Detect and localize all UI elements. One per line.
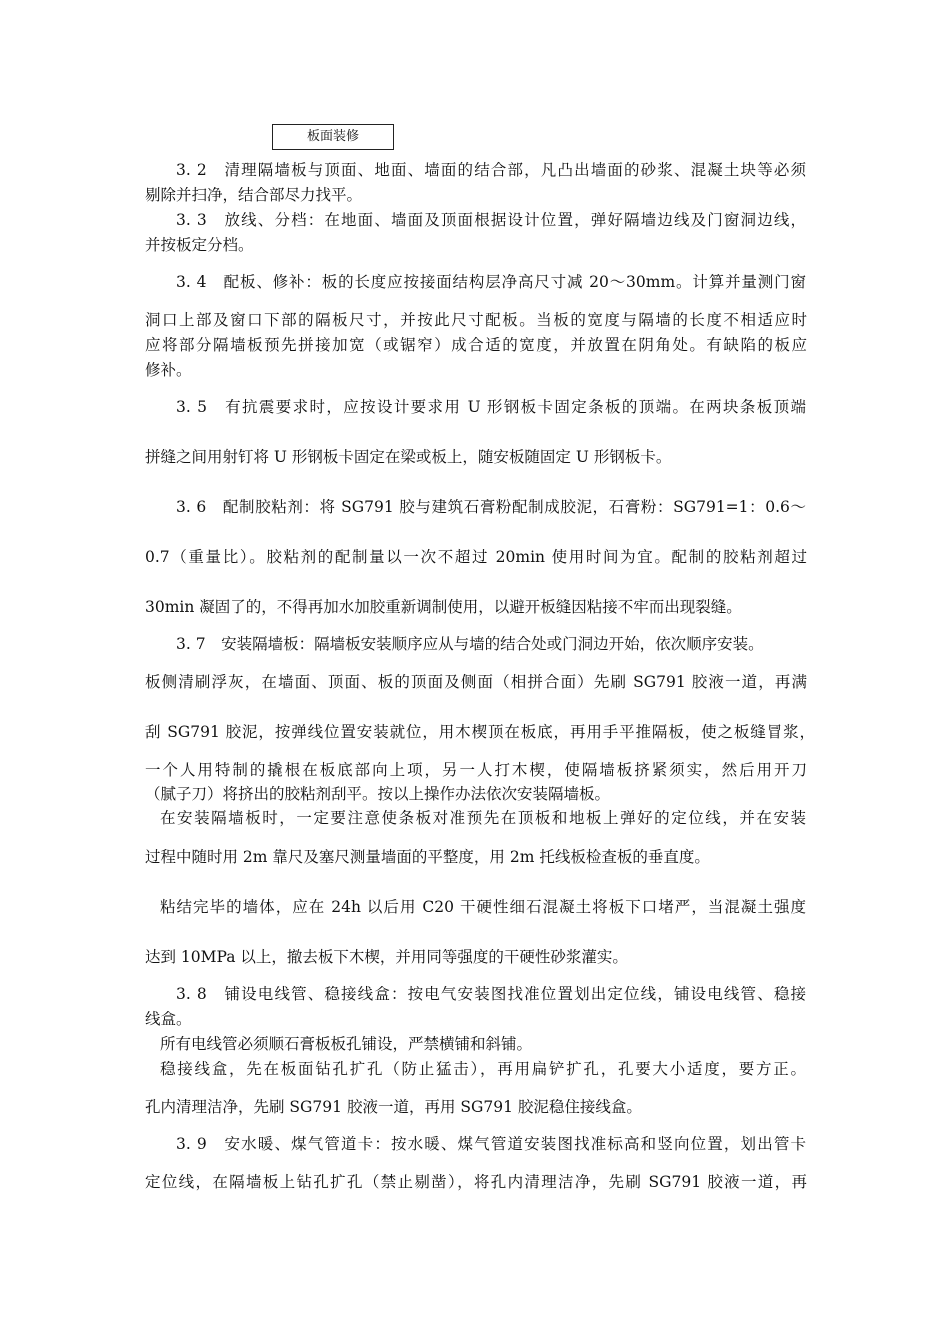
text-line: 3. 7 安装隔墙板：隔墙板安装顺序应从与墙的结合处或门洞边开始，依次顺序安装。 bbox=[176, 635, 764, 653]
text-line: 并按板定分档。 bbox=[145, 236, 254, 254]
text-line: 线盒。 bbox=[145, 1010, 192, 1028]
text-line: 3. 6 配制胶粘剂：将 SG791 胶与建筑石膏粉配制成胶泥，石膏粉：SG791=1：0.6～ bbox=[176, 498, 806, 516]
text-line: 粘结完毕的墙体，应在 24h 以后用 C20 干硬性细石混凝土将板下口堵严，当混凝土强度 bbox=[160, 898, 806, 916]
text-line: 达到 10MPa 以上，撤去板下木楔，并用同等强度的干硬性砂浆灌实。 bbox=[145, 948, 628, 966]
text-line: 定位线，在隔墙板上钻孔扩孔（禁止剔凿），将孔内清理洁净，先刷 SG791 胶液一道，再 bbox=[145, 1173, 807, 1191]
text-line: 过程中随时用 2m 靠尺及塞尺测量墙面的平整度，用 2m 托线板检查板的垂直度。 bbox=[145, 848, 710, 866]
text-line: 3. 5 有抗震要求时，应按设计要求用 U 形钢板卡固定条板的顶端。在两块条板顶端 bbox=[176, 398, 806, 416]
text-line: 洞口上部及窗口下部的隔板尺寸，并按此尺寸配板。当板的宽度与隔墙的长度不相适应时 bbox=[145, 311, 807, 329]
text-line: 在安装隔墙板时，一定要注意使条板对准预先在顶板和地板上弹好的定位线，并在安装 bbox=[160, 809, 806, 827]
flow-box: 板面装修 bbox=[272, 124, 394, 150]
text-line: 3. 9 安水暖、煤气管道卡：按水暖、煤气管道安装图找准标高和竖向位置，划出管卡 bbox=[176, 1135, 806, 1153]
text-line: 稳接线盒，先在板面钻孔扩孔（防止猛击），再用扁铲扩孔，孔要大小适度，要方正。 bbox=[160, 1060, 806, 1078]
text-line: 30min 凝固了的，不得再加水加胶重新调制使用，以避开板缝因粘接不牢而出现裂缝。 bbox=[145, 598, 742, 616]
text-line: 拼缝之间用射钉将 U 形钢板卡固定在梁或板上，随安板随固定 U 形钢板卡。 bbox=[145, 448, 672, 466]
text-line: 孔内清理洁净，先刷 SG791 胶液一道，再用 SG791 胶泥稳住接线盒。 bbox=[145, 1098, 642, 1116]
text-line: 板侧清刷浮灰，在墙面、顶面、板的顶面及侧面（相拼合面）先刷 SG791 胶液一道，再满 bbox=[145, 673, 807, 691]
text-line: 所有电线管必须顺石膏板板孔铺设，严禁横铺和斜铺。 bbox=[160, 1035, 533, 1053]
text-line: 3. 4 配板、修补：板的长度应按接面结构层净高尺寸减 20～30mm。计算并量测门窗 bbox=[176, 273, 806, 291]
text-line: 剔除并扫净，结合部尽力找平。 bbox=[145, 186, 363, 204]
text-line: 一个人用特制的撬根在板底部向上项，另一人打木楔，使隔墙板挤紧须实，然后用开刀 bbox=[145, 761, 807, 779]
text-line: 3. 2 清理隔墙板与顶面、地面、墙面的结合部，凡凸出墙面的砂浆、混凝土块等必须 bbox=[176, 161, 806, 179]
text-line: 3. 8 铺设电线管、稳接线盒：按电气安装图找准位置划出定位线，铺设电线管、稳接 bbox=[176, 985, 806, 1003]
text-line: 0.7（重量比）。胶粘剂的配制量以一次不超过 20min 使用时间为宜。配制的胶粘剂超过 bbox=[145, 548, 807, 566]
text-line: 3. 3 放线、分档：在地面、墙面及顶面根据设计位置，弹好隔墙边线及门窗洞边线， bbox=[176, 211, 806, 229]
text-line: 修补。 bbox=[145, 361, 192, 379]
text-line: 刮 SG791 胶泥，按弹线位置安装就位，用木楔顶在板底，再用手平推隔板，使之板缝冒浆， bbox=[145, 723, 815, 741]
text-line: 应将部分隔墙板预先拼接加宽（或锯窄）成合适的宽度，并放置在阴角处。有缺陷的板应 bbox=[145, 336, 807, 354]
text-line: （腻子刀）将挤出的胶粘剂刮平。按以上操作办法依次安装隔墙板。 bbox=[145, 785, 611, 803]
